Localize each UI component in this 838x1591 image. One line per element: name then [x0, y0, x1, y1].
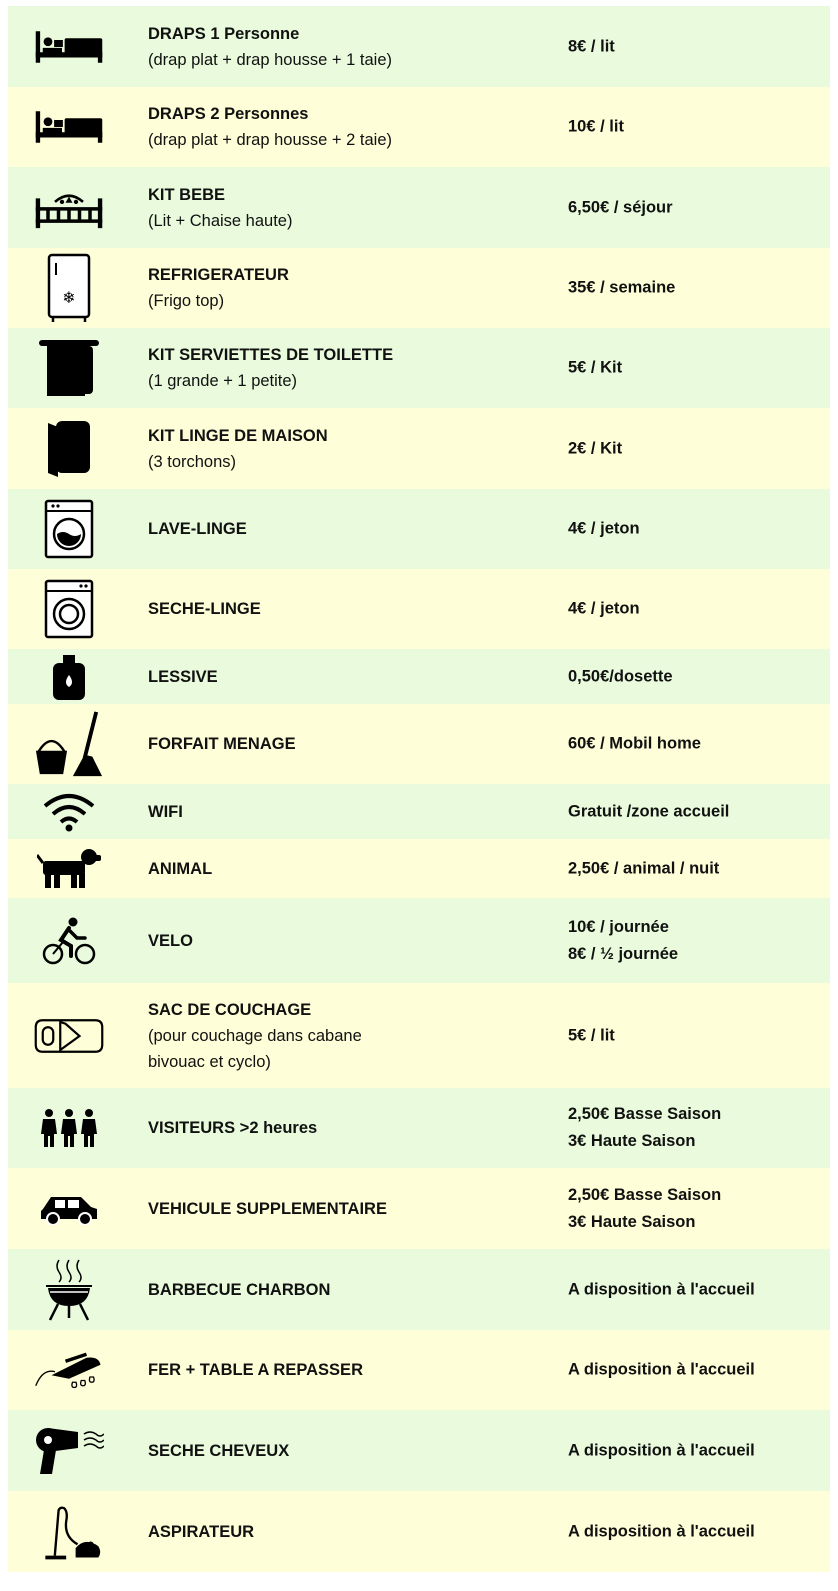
dog-icon [34, 849, 104, 889]
item-price [568, 1022, 828, 1049]
item-title: REFRIGERATEUR [148, 266, 289, 284]
table-row [8, 408, 830, 489]
price-line: 5€ / Kit [568, 358, 623, 377]
item-price [568, 1518, 828, 1545]
item-price [568, 194, 828, 221]
item-name [148, 21, 538, 73]
iron-icon [34, 1348, 104, 1392]
item-price [568, 275, 828, 302]
table-row [8, 1168, 830, 1249]
price-line: 2,50€ / animal / nuit [568, 859, 720, 877]
item-price [568, 33, 828, 60]
item-name [148, 1115, 538, 1141]
item-price [568, 1357, 828, 1384]
item-name [148, 342, 538, 394]
table-row [8, 983, 830, 1088]
price-line: 4€ / jeton [568, 599, 640, 618]
item-title: KIT SERVIETTES DE TOILETTE [148, 346, 394, 364]
table-row [8, 87, 830, 167]
price-line: 4€ / jeton [568, 519, 640, 538]
towel-icon [34, 338, 104, 398]
barbecue-icon [34, 1258, 104, 1322]
item-price [568, 855, 828, 882]
table-row [8, 1088, 830, 1168]
item-price [568, 114, 828, 141]
crib-icon [34, 185, 104, 231]
item-title: DRAPS 1 Personne [148, 24, 300, 43]
linen-icon [34, 419, 104, 479]
wifi-icon [34, 792, 104, 832]
item-name [148, 262, 538, 314]
price-line: A disposition à l'accueil [568, 1360, 755, 1379]
price-line: 2,50€ Basse Saison [568, 1105, 722, 1123]
item-title: LAVE-LINGE [148, 520, 247, 538]
table-row [8, 1249, 830, 1330]
item-price [568, 663, 828, 690]
table-row [8, 1491, 830, 1572]
price-line: 8€ / lit [568, 37, 615, 55]
item-title: SECHE-LINGE [148, 600, 261, 618]
price-line: 0,50€/dosette [568, 667, 673, 685]
price-line: 6,50€ / séjour [568, 198, 673, 216]
item-price [568, 1101, 828, 1155]
item-title: VELO [148, 931, 193, 950]
item-name [148, 1196, 538, 1222]
item-name [148, 928, 538, 954]
item-name [148, 1357, 538, 1383]
item-name [148, 1438, 538, 1464]
price-line: 2,50€ Basse Saison [568, 1185, 722, 1204]
item-title: SECHE CHEVEUX [148, 1441, 290, 1460]
item-subtitle: (pour couchage dans cabane bivouac et cyclo) [148, 1026, 362, 1071]
price-line: A disposition à l'accueil [568, 1522, 755, 1540]
sleeping-bag-icon [34, 1016, 104, 1056]
item-subtitle: (Lit + Chaise haute) [148, 211, 293, 230]
table-row [8, 248, 830, 328]
item-title: KIT BEBE [148, 185, 226, 204]
item-subtitle: (Frigo top) [148, 292, 225, 310]
item-price [568, 1276, 828, 1303]
item-name [148, 596, 538, 622]
item-price [568, 731, 828, 758]
cleaning-icon [34, 709, 104, 779]
table-row [8, 704, 830, 784]
item-title: VEHICULE SUPPLEMENTAIRE [148, 1199, 387, 1218]
item-price [568, 798, 828, 825]
item-name [148, 856, 538, 882]
item-subtitle: (1 grande + 1 petite) [148, 372, 298, 390]
item-title: KIT LINGE DE MAISON [148, 426, 328, 445]
item-title: FORFAIT MENAGE [148, 735, 296, 753]
bed-icon [34, 27, 104, 67]
item-price [568, 596, 828, 623]
table-row [8, 6, 830, 87]
item-title: VISITEURS >2 heures [148, 1119, 318, 1137]
item-price [568, 1437, 828, 1464]
item-price [568, 914, 828, 968]
item-title: WIFI [148, 802, 183, 821]
item-title: LESSIVE [148, 667, 218, 686]
vacuum-icon [34, 1503, 104, 1561]
item-subtitle: (drap plat + drap housse + 2 taie) [148, 131, 392, 149]
bed-icon [34, 107, 104, 147]
price-line: A disposition à l'accueil [568, 1441, 755, 1459]
svg-text:❄: ❄ [62, 290, 76, 307]
item-price [568, 435, 828, 462]
item-price [568, 516, 828, 543]
price-line: 3€ Haute Saison [568, 1132, 696, 1150]
item-name [148, 664, 538, 690]
table-row [8, 1410, 830, 1491]
price-table [8, 6, 830, 1572]
table-row [8, 328, 830, 408]
price-line: 10€ / journée [568, 917, 669, 936]
item-name [148, 423, 538, 475]
item-title: ASPIRATEUR [148, 1522, 255, 1541]
item-name [148, 997, 538, 1075]
item-name [148, 182, 538, 234]
table-row [8, 898, 830, 983]
table-row [8, 569, 830, 649]
price-line: 2€ / Kit [568, 439, 623, 457]
item-title: DRAPS 2 Personnes [148, 105, 309, 123]
table-row [8, 649, 830, 704]
table-row [8, 489, 830, 569]
item-name [148, 101, 538, 153]
table-row [8, 1330, 830, 1410]
item-title: FER + TABLE A REPASSER [148, 1361, 363, 1379]
item-subtitle: (3 torchons) [148, 452, 237, 471]
detergent-icon [34, 653, 104, 701]
item-name [148, 1277, 538, 1303]
dryer-icon [34, 579, 104, 639]
price-line: Gratuit /zone accueil [568, 802, 730, 820]
table-row [8, 839, 830, 898]
item-title: ANIMAL [148, 859, 213, 878]
item-name [148, 731, 538, 757]
price-line: 35€ / semaine [568, 278, 676, 297]
price-line: 5€ / lit [568, 1026, 615, 1044]
item-name [148, 799, 538, 825]
item-title: SAC DE COUCHAGE [148, 1000, 312, 1019]
item-name [148, 516, 538, 542]
table-row [8, 167, 830, 248]
table-row [8, 784, 830, 839]
hair-dryer-icon [34, 1426, 104, 1476]
washing-machine-icon [34, 499, 104, 559]
price-line: 8€ / ½ journée [568, 944, 679, 963]
car-icon [34, 1193, 104, 1225]
visitors-icon [34, 1108, 104, 1148]
price-line: 10€ / lit [568, 117, 624, 136]
item-price [568, 1182, 828, 1236]
item-title: BARBECUE CHARBON [148, 1280, 331, 1299]
item-subtitle: (drap plat + drap housse + 1 taie) [148, 50, 392, 69]
item-price [568, 355, 828, 382]
item-name [148, 1519, 538, 1545]
price-line: 60€ / Mobil home [568, 734, 701, 753]
cyclist-icon [34, 916, 104, 966]
fridge-icon [34, 253, 104, 323]
price-line: 3€ Haute Saison [568, 1212, 696, 1231]
price-line: A disposition à l'accueil [568, 1280, 755, 1298]
